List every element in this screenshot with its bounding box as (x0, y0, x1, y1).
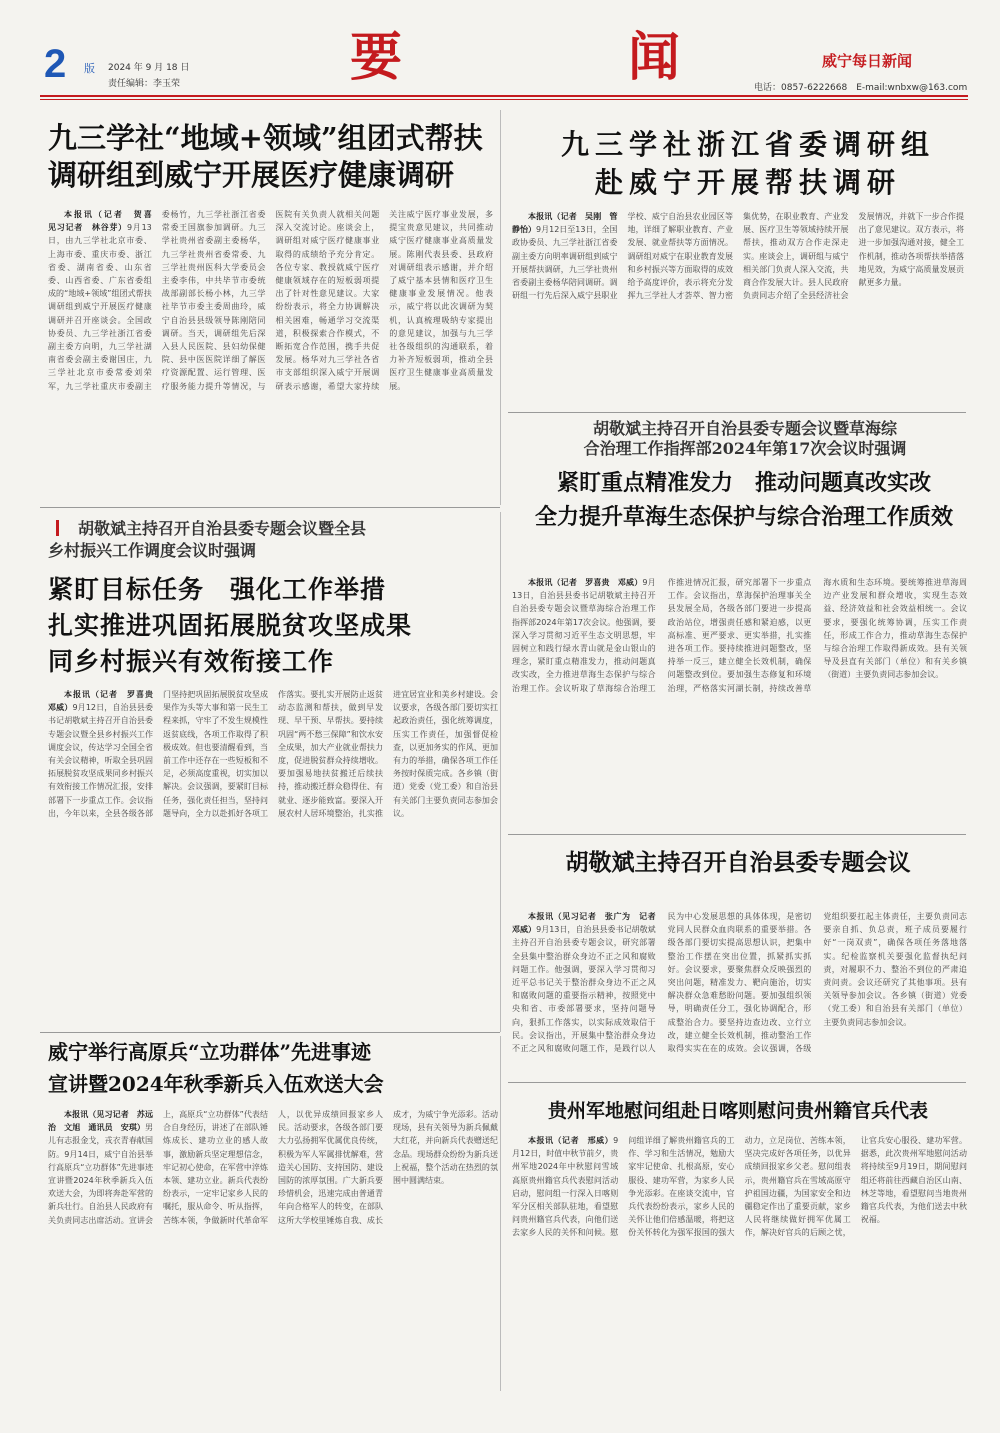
column-divider (500, 110, 501, 505)
headline-line: 紧盯重点精准发力 推动问题真改实改 (556, 470, 931, 496)
section-title-char-1: 要 (350, 27, 403, 88)
article-3-kicker (48, 518, 498, 562)
article-2-body (512, 210, 964, 400)
article-3-body (48, 688, 498, 1020)
header-rule-thin (40, 99, 968, 100)
section-divider (40, 507, 500, 508)
section-divider (508, 412, 966, 413)
kicker-line: 合治理工作指挥部2024年第17次会议时强调 (583, 439, 907, 458)
article-4-text: 9月13日，自治县县委书记胡敬斌主持召开自治县委专题会议暨草海综合治理工作指挥部2024年第17次会议。他强调，要深入学习贯彻习近平生态文明思想，牢固树立和践行绿水青山就是金山银山的理念，紧盯重点精准发力，推动问题真改实改，全力推进草海生态保护与综合治理工作。会议听取了草海综合治理工作推进情况汇报，研究部署下一步重点工作。会议指出，草海保护治理事关全县发展全局，各级各部门要进一步提高政治站位，增强责任感和紧迫感，以更高标准、更严要求、更实举措，扎实推进各项工作。要持续推进问题整改，坚持举一反三，建立健全长效机制，确保问题整改到位。要加强生态修复和环境治理，严格落实河湖长制，持续改善草海水质和生态环境。要统筹推进草海周边产业发展和群众增收，实现生态效益、经济效益和社会效益相统一。会议要求，要强化统筹协调，压实工作责任，形成工作合力，推动草海生态保护与综合治理工作取得新成效。县有关领导及县直有关部门（单位）和有关乡镇（街道）主要负责同志参加会议。 (512, 578, 967, 693)
article-5-body (512, 910, 967, 1072)
section-divider (508, 1082, 966, 1083)
headline-line: 九三学社“地域+领域”组团式帮扶 (48, 121, 483, 155)
header-rule (40, 95, 968, 97)
headline-line: 威宁举行高原兵“立功群体”先进事迹 (48, 1040, 372, 1064)
article-1-byline: 本报讯（记者 贺喜 见习记者 林谷芽） (48, 210, 160, 233)
headline-line: 赴威宁开展帮扶调研 (594, 166, 901, 199)
kicker-line: 胡敬斌主持召开自治县委专题会议暨全县 (78, 519, 367, 538)
article-3-byline: 本报讯（记者 罗喜贵 邓威） (48, 690, 161, 713)
article-7-text: 9月12日，时值中秋节前夕，贵州军地2024年中秋慰问雪域高原贵州籍官兵代表慰问活动启动，慰问组一行深入日喀则军分区相关部队驻地，看望慰问贵州籍官兵代表，向他们送去家乡人民的关怀和问候。慰问组详细了解贵州籍官兵的工作、学习和生活情况，勉励大家牢记使命、扎根高原，安心服役、建功军营，为家乡人民争光添彩。在座谈交流中，官兵代表纷纷表示，家乡人民的关怀让他们倍感温暖，将把这份关怀转化为强军报国的强大动力，立足岗位、苦练本领，坚决完成好各项任务，以优异成绩回报家乡父老。慰问组表示，贵州籍官兵在雪域高原守护祖国边疆，为国家安全和边疆稳定作出了重要贡献，家乡人民将继续做好拥军优属工作，解决好官兵的后顾之忧，让官兵安心服役、建功军营。据悉，此次贵州军地慰问活动将持续至9月19日，期间慰问组还将前往西藏自治区山南、林芝等地，看望慰问当地贵州籍官兵代表，为他们送去中秋祝福。 (512, 1136, 967, 1238)
article-3-headline (48, 572, 498, 680)
headline-line: 九三学社浙江省委调研组 (560, 128, 935, 161)
article-2-headline (528, 126, 968, 202)
article-1-headline (48, 120, 488, 194)
section-title (350, 27, 680, 88)
article-7-byline: 本报讯（记者 邢威） (528, 1136, 614, 1145)
article-7-body (512, 1134, 967, 1392)
article-5-text: 9月13日，自治县县委书记胡敬斌主持召开自治县委专题会议，研究部署全县集中整治群众身边不正之风和腐败问题工作。他强调，要深入学习贯彻习近平总书记关于整治群众身边不正之风和腐败问题的重要指示精神，按照党中央和省、市委部署要求，坚持问题导向，狠抓工作落实，以实际成效取信于民。会议指出，开展集中整治群众身边不正之风和腐败问题工作，是践行以人民为中心发展思想的具体体现，是密切党同人民群众血肉联系的重要举措。各级各部门要切实提高思想认识，把集中整治工作摆在突出位置，抓紧抓实抓好。会议要求，要聚焦群众反映强烈的突出问题，精准发力、靶向施治，切实解决群众急难愁盼问题。要加强组织领导，明确责任分工，强化协调配合，形成整治合力。要坚持边查边改、立行立改，建立健全长效机制，推动整治工作取得实实在在的成效。会议强调，各级党组织要扛起主体责任，主要负责同志要亲自抓、负总责，班子成员要履行好“一岗双责”，确保各项任务落地落实。纪检监察机关要强化监督执纪问责，对履职不力、整治不到位的严肃追责问责。会议还研究了其他事项。县有关领导参加会议。各乡镇（街道）党委（党工委）和自治县有关部门（单位）主要负责同志参加会议。 (512, 912, 967, 1054)
kicker-line: 胡敬斌主持召开自治县委专题会议暨草海综 (592, 419, 897, 438)
contact-info: 电话：0857-6222668 E-mail:wnbxw@163.com (754, 83, 968, 93)
article-7-headline: 贵州军地慰问组赴日喀则慰问贵州籍官兵代表 (547, 1100, 928, 1122)
masthead: 威宁每日新闻 (822, 52, 913, 70)
article-4-byline: 本报讯（记者 罗喜贵 邓威） (528, 578, 643, 587)
article-6-text: 男儿有志报金戈，戎衣青春献国防。9月14日，威宁自治县举行高原兵“立功群体”先进事迹宣讲暨2024年秋季新兵入伍欢送大会，为即将奔赴军营的新兵壮行。自治县人民政府有关负责同志出席活动。宣讲会上，高原兵“立功群体”代表结合自身经历，讲述了在部队锤炼成长、建功立业的感人故事，激励新兵坚定理想信念，牢记初心使命，在军营中淬炼本领、建功立业。新兵代表纷纷表示，一定牢记家乡人民的嘱托，服从命令、听从指挥，苦练本领，争做新时代革命军人，以优异成绩回报家乡人民。活动要求，各级各部门要大力弘扬拥军优属优良传统，积极为军人军属排忧解难，营造关心国防、支持国防、建设国防的浓厚氛围。广大新兵要珍惜机会，迅速完成由普通青年向合格军人的转变，在部队这所大学校里锤炼自我、成长成才，为威宁争光添彩。活动现场，县有关领导为新兵佩戴大红花，并向新兵代表赠送纪念品。现场群众纷纷为新兵送上祝福，整个活动在热烈的氛围中圆满结束。 (48, 1110, 498, 1225)
article-2-text: 9月12日至13日，全国政协委员、九三学社浙江省委副主委方向明率调研组到威宁开展帮扶调研，九三学社贵州省委副主委杨华陪同调研。调研组一行先后深入威宁县职业学校、威宁自治县农业园区等地，详细了解职业教育、产业发展、就业帮扶等方面情况。调研组对威宁在职业教育发展和乡村振兴等方面取得的成效给予高度评价，表示将充分发挥九三学社人才荟萃、智力密集优势，在职业教育、产业发展、医疗卫生等领域持续开展帮扶，推动双方合作走深走实。座谈会上，调研组与威宁相关部门负责人深入交流，共商合作发展大计。县人民政府负责同志介绍了全县经济社会发展情况，并就下一步合作提出了意见建议。双方表示，将进一步加强沟通对接，健全工作机制，推动各项帮扶举措落地见效，为威宁高质量发展贡献更多力量。 (512, 212, 964, 301)
article-5-byline: 本报讯（见习记者 张广为 记者 邓威） (512, 912, 664, 935)
editor-credit: 责任编辑：李玉荣 (108, 79, 181, 89)
column-divider (500, 1036, 501, 1391)
headline-line: 宣讲暨2024年秋季新兵入伍欢送大会 (48, 1072, 384, 1096)
section-title-char-2: 闻 (627, 27, 680, 88)
article-4-body (512, 576, 967, 826)
section-divider (40, 1032, 500, 1033)
article-4-kicker (520, 419, 970, 459)
article-6-body (48, 1108, 498, 1390)
article-2-byline: 本报讯（记者 吴刚 管静怡） (512, 212, 618, 235)
page-number: 2 (44, 42, 67, 86)
headline-line: 全力提升草海生态保护与综合治理工作质效 (534, 504, 953, 530)
headline-line: 扎实推进巩固拓展脱贫攻坚成果 (48, 611, 413, 640)
page-number-suffix: 版 (84, 62, 95, 75)
article-1-body (48, 208, 493, 500)
issue-date: 2024 年 9 月 18 日 (108, 63, 190, 73)
article-6-headline (48, 1036, 500, 1100)
article-5-headline: 胡敬斌主持召开自治县委专题会议 (565, 849, 911, 876)
article-4-headline (518, 466, 970, 534)
kicker-line: 乡村振兴工作调度会议时强调 (48, 541, 257, 560)
section-divider (508, 834, 966, 835)
headline-line: 调研组到威宁开展医疗健康调研 (48, 158, 455, 192)
article-6-byline: 本报讯（见习记者 苏远治 文旭 通讯员 安琪） (48, 1110, 153, 1133)
article-1-text: 9月13日，由九三学社北京市委、上海市委、重庆市委、浙江省委、湖南省委、山东省委、山西省委、广东省委组成的“地域+领域”组团式帮扶调研组到威宁开展医疗健康调研并召开座谈会。全国政协委员、九三学社浙江省委副主委方向明，九三学社湖南省委会副主委谢国庄，九三学社北京市委常委刘荣军，九三学社重庆市委副主委杨竹，九三学社浙江省委常委王国旗参加调研。九三学社贵州省委副主委杨华，九三学社贵州省委常委、九三学社贵州医科大学委员会主委李伟，中共毕节市委统战部副部长杨小林，九三学社毕节市委主委周曲玲，威宁自治县县级领导陈刚陪同调研。当天，调研组先后深入县人民医院、县妇幼保健院、县中医医院详细了解医疗资源配置、运行管理、医疗服务能力提升等情况，与医院有关负责人就相关问题深入交流讨论。座谈会上，调研组对威宁医疗健康事业取得的成绩给予充分肯定。各位专家、教授就威宁医疗健康领域存在的短板弱项提出了针对性意见建议。大家纷纷表示，将全力协调解决相关困难，畅通学习交流渠道，积极探索合作模式，不断拓宽合作范围，携手共促发展。杨华对九三学社各省市支部组织深入威宁开展调研表示感谢，希望大家持续关注威宁医疗事业发展，多提宝贵意见建议，共同推动威宁医疗健康事业高质量发展。陈刚代表县委、县政府对调研组表示感谢，并介绍了威宁基本县情和医疗卫生健康事业发展情况。他表示，威宁将以此次调研为契机，认真梳理吸纳专家提出的意见建议，加强与九三学社各级组织的沟通联系，着力补齐短板弱项，推动全县医疗卫生健康事业高质量发展。 (48, 210, 493, 391)
article-3-text: 9月12日，自治县县委书记胡敬斌主持召开自治县委专题会议暨全县乡村振兴工作调度会议，传达学习全国全省有关会议精神，听取全县巩固拓展脱贫攻坚成果同乡村振兴有效衔接工作情况汇报，安排部署下一步重点工作。会议指出，今年以来，全县各级各部门坚持把巩固拓展脱贫攻坚成果作为头等大事和第一民生工程来抓，守牢了不发生规模性返贫底线，各项工作取得了积极成效。但也要清醒看到，当前工作中还存在一些短板和不足，必须高度重视，切实加以解决。会议强调，要紧盯目标任务，强化责任担当，坚持问题导向，全力以赴抓好各项工作落实。要扎实开展防止返贫动态监测和帮扶，做到早发现、早干预、早帮扶。要持续巩固“两不愁三保障”和饮水安全成果，加大产业就业帮扶力度，促进脱贫群众持续增收。要加强易地扶贫搬迁后续扶持，推动搬迁群众稳得住、有就业、逐步能致富。要深入开展农村人居环境整治，扎实推进宜居宜业和美乡村建设。会议要求，各级各部门要切实扛起政治责任，强化统筹调度，压实工作责任，加强督促检查，以更加务实的作风、更加有力的举措，确保各项工作任务按时保质完成。各乡镇（街道）党委（党工委）和自治县有关部门主要负责同志参加会议。 (48, 690, 498, 818)
headline-line: 同乡村振兴有效衔接工作 (48, 647, 335, 676)
headline-line: 紧盯目标任务 强化工作举措 (48, 575, 387, 604)
column-divider (500, 512, 501, 1032)
